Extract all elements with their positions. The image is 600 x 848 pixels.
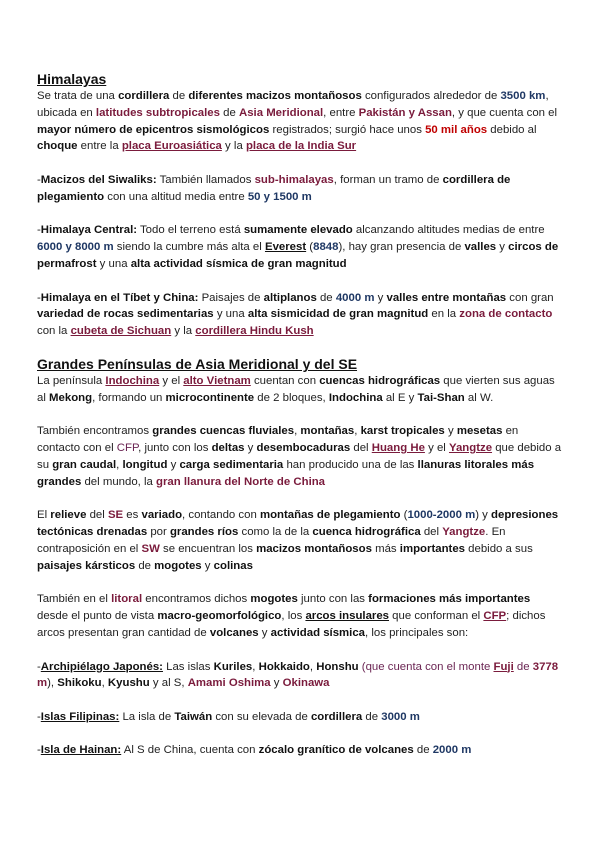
text-run: depresiones tectónicas drenadas <box>37 509 559 539</box>
text-run: colinas <box>213 559 253 572</box>
text-run: , los <box>281 610 306 623</box>
text-run: CFP <box>116 442 139 455</box>
text-run: de <box>169 90 189 102</box>
text-run: llanuras litorales más grandes <box>37 458 535 488</box>
text-run: grandes cuencas fluviales <box>152 425 295 438</box>
text-run: La isla de <box>119 710 175 723</box>
text-run: Shikoku <box>57 677 102 690</box>
text-run: macizos montañosos <box>256 542 372 555</box>
text-run: cuencas hidrográficas <box>319 374 441 387</box>
text-run: ( <box>306 241 314 254</box>
text-run: , <box>354 425 361 438</box>
text-run: cuentan con <box>250 374 320 387</box>
text-run: SW <box>141 542 160 555</box>
text-run: - <box>37 660 41 673</box>
text-run: 50 y 1500 m <box>247 190 312 203</box>
text-run: en contacto con el <box>37 425 519 455</box>
text-run: longitud <box>122 458 168 471</box>
paragraph-cuencas-fluviales <box>37 423 562 490</box>
text-run: Huang He <box>371 442 425 455</box>
text-run: - <box>37 291 41 304</box>
text-run: CFP <box>483 610 507 623</box>
text-run: cuenca hidrográfica <box>312 526 421 539</box>
text-run: Asia Meridional <box>238 106 324 119</box>
text-run: Yangtze <box>448 442 493 455</box>
text-run: 2000 m <box>432 744 472 757</box>
text-run: del <box>420 526 443 539</box>
text-run: sumamente elevado <box>243 224 353 237</box>
text-run: debido a sus <box>465 542 533 555</box>
text-run: y <box>201 559 214 572</box>
text-run: y <box>270 677 283 690</box>
text-run: de <box>513 660 533 673</box>
paragraph-gap <box>37 692 562 709</box>
text-run: También en el <box>37 593 112 606</box>
text-run: alto Vietnam <box>183 374 251 387</box>
text-run: del <box>350 442 372 455</box>
text-run: por <box>147 526 170 539</box>
text-run: del mundo, la <box>81 475 157 488</box>
text-run: valles entre montañas <box>386 291 507 304</box>
text-run: Paisajes de <box>198 291 264 304</box>
paragraph-gap <box>37 273 562 290</box>
paragraph-gap <box>37 407 562 424</box>
text-run: registrados; surgió hace unos <box>269 123 426 136</box>
text-run: SE <box>107 509 124 522</box>
text-run: ) y <box>475 509 492 522</box>
text-run: , <box>116 458 123 471</box>
text-run: actividad sísmica <box>270 626 366 639</box>
text-run: y al S, <box>149 677 188 690</box>
text-run: - <box>37 224 41 237</box>
text-run: litoral <box>111 593 143 606</box>
text-run: alta actividad sísmica de gran magnitud <box>130 257 347 270</box>
text-run: Kuriles <box>213 660 253 673</box>
text-run: encontramos dichos <box>142 593 251 606</box>
text-run: Amami Oshima <box>187 677 271 690</box>
text-run: y la <box>171 325 196 338</box>
text-run: 1000-2000 m <box>407 509 476 522</box>
text-run: es <box>123 509 142 522</box>
text-run: Archipiélago Japonés: <box>40 660 163 673</box>
text-run: alta sismicidad de gran magnitud <box>247 308 429 321</box>
text-run: formaciones más importantes <box>368 593 531 606</box>
paragraph-himalayas-intro <box>37 88 562 155</box>
text-run: circos de permafrost <box>37 241 559 270</box>
text-run: importantes <box>399 542 465 555</box>
text-run: Himalaya en el Tíbet y China: <box>40 291 199 304</box>
text-run: junto con las <box>297 593 369 606</box>
text-run: choque <box>37 140 78 153</box>
text-run: Himalaya Central: <box>40 224 138 237</box>
text-run: Islas Filipinas: <box>40 710 120 723</box>
paragraph-siwaliks <box>37 172 562 206</box>
text-run: Pakistán y Assan <box>358 106 452 119</box>
text-run: y <box>258 626 271 639</box>
text-run: Mekong <box>49 391 93 404</box>
text-run: , <box>252 660 259 673</box>
text-run: Macizos del Siwaliks: <box>40 173 157 186</box>
text-run: y <box>444 425 457 438</box>
paragraph-islas-filipinas <box>37 709 562 726</box>
text-run: 3000 m <box>381 710 420 723</box>
text-run: con la <box>37 325 71 338</box>
text-run: ; dichos arcos presentan gran cantidad de <box>37 610 546 639</box>
paragraph-isla-hainan <box>37 742 562 759</box>
text-run: con su elevada de <box>212 710 311 723</box>
paragraph-gap <box>37 726 562 743</box>
paragraph-relieve-se <box>37 507 562 574</box>
text-run: que debido a su <box>37 442 562 471</box>
section-gap <box>37 340 562 355</box>
text-run: al W. <box>464 391 494 404</box>
paragraph-gap <box>37 206 562 223</box>
text-run: Las islas <box>162 660 214 673</box>
text-run: en la <box>428 308 460 321</box>
text-run: , <box>294 425 301 438</box>
text-run: , ubicada en <box>37 90 549 119</box>
text-run: del <box>86 509 108 522</box>
text-run: , y que cuenta con el <box>451 106 558 119</box>
text-run: . En contraposición en el <box>37 526 506 555</box>
text-run: como la de la <box>238 526 313 539</box>
text-run: También llamados <box>156 173 255 186</box>
text-run: cordillera Hindu Kush <box>195 325 314 338</box>
text-run: Indochina <box>105 374 160 387</box>
text-run: valles <box>464 241 497 254</box>
text-run: han producido una de las <box>283 458 418 471</box>
text-run: y la <box>221 140 246 153</box>
text-run: variedad de rocas sedimentarias <box>37 308 214 321</box>
text-run: y el <box>159 374 184 387</box>
text-run: al E y <box>382 391 418 404</box>
text-run: y una <box>213 308 248 321</box>
text-run: zócalo granítico de volcanes <box>258 744 414 757</box>
text-run: placa de la India Sur <box>245 140 357 153</box>
paragraph-himalaya-central <box>37 222 562 272</box>
text-run: , formando un <box>92 391 166 404</box>
text-run: , entre <box>323 106 359 119</box>
text-run: microcontinente <box>165 391 255 404</box>
text-run: más <box>371 542 400 555</box>
text-run: de 2 bloques, <box>254 391 329 404</box>
text-run: Isla de Hainan: <box>40 744 122 757</box>
text-run: volcanes <box>209 626 259 639</box>
text-run: , los principales son: <box>365 626 469 639</box>
paragraph-gap <box>37 491 562 508</box>
text-run: cordillera <box>118 90 170 102</box>
text-run: de <box>362 710 382 723</box>
text-run: y <box>374 291 387 304</box>
text-run: , forman un tramo de <box>333 173 443 186</box>
text-run: ), hay gran presencia de <box>338 241 465 254</box>
text-run: - <box>37 744 41 757</box>
text-run: con gran <box>506 291 554 304</box>
text-run: Al S de China, cuenta con <box>121 744 259 757</box>
text-run: altiplanos <box>263 291 317 304</box>
text-run: montañas de plegamiento <box>259 509 401 522</box>
text-run: , <box>309 660 317 673</box>
text-run: latitudes subtropicales <box>95 106 220 119</box>
text-run: mesetas <box>456 425 503 438</box>
paragraph-litoral <box>37 591 562 641</box>
text-run: karst tropicales <box>360 425 445 438</box>
text-run: , <box>101 677 108 690</box>
text-run: mogotes <box>250 593 298 606</box>
text-run: y el <box>424 442 449 455</box>
text-run: y <box>167 458 180 471</box>
paragraph-archipielago-japones <box>37 659 562 693</box>
text-run: ), <box>47 677 58 690</box>
text-run: configurados alrededor de <box>361 90 501 102</box>
text-run: que conforman el <box>389 610 484 623</box>
text-run: cordillera de plegamiento <box>37 173 511 203</box>
text-run: y una <box>96 257 131 270</box>
text-run: Kyushu <box>107 677 150 690</box>
text-run: arcos insulares <box>305 610 390 623</box>
text-run: Fuji <box>493 660 514 673</box>
text-run: de <box>316 291 336 304</box>
text-run: Everest <box>264 241 307 254</box>
text-run: carga sedimentaria <box>179 458 284 471</box>
text-run: (que cuenta con el monte <box>358 660 494 673</box>
text-run: Se trata de una <box>37 90 119 102</box>
text-run: de <box>413 744 433 757</box>
paragraph-indochina <box>37 373 562 407</box>
text-run: que vierten sus aguas al <box>37 374 555 404</box>
paragraph-gap <box>37 575 562 592</box>
text-run: y <box>244 442 257 455</box>
text-run: placa Euroasiática <box>121 140 222 153</box>
text-run: La península <box>37 374 106 387</box>
text-run: gran caudal <box>52 458 117 471</box>
text-run: Indochina <box>328 391 383 404</box>
text-run: - <box>37 173 41 186</box>
paragraph-himalaya-tibet-china <box>37 290 562 340</box>
text-run: Taiwán <box>174 710 213 723</box>
text-run: diferentes macizos montañosos <box>188 90 362 102</box>
text-run: 3778 m <box>37 660 559 690</box>
paragraph-gap <box>37 642 562 659</box>
section-title-peninsulas: Grandes Penínsulas de Asia Meridional y del SE <box>37 355 358 372</box>
text-run: entre la <box>77 140 122 153</box>
text-run: gran llanura del Norte de China <box>156 475 326 488</box>
text-run: El <box>37 509 51 522</box>
text-run: sub-himalayas <box>254 173 334 186</box>
text-run: paisajes kársticos <box>37 559 136 572</box>
text-run: se encuentran los <box>159 542 257 555</box>
text-run: desde el punto de vista <box>37 610 158 623</box>
text-run: Okinawa <box>282 677 330 690</box>
text-run: 8848 <box>313 241 339 254</box>
text-run: debido al <box>487 123 537 136</box>
text-run: , contando con <box>182 509 260 522</box>
text-run: relieve <box>50 509 87 522</box>
text-run: de <box>135 559 155 572</box>
text-run: ( <box>400 509 408 522</box>
paragraph-gap <box>37 155 562 172</box>
text-run: Tai-Shan <box>417 391 465 404</box>
text-run: deltas <box>211 442 245 455</box>
text-run: Todo el terreno está <box>137 224 244 237</box>
text-run: 3500 km <box>500 90 546 102</box>
text-run: 4000 m <box>335 291 375 304</box>
text-run: alcanzando altitudes medias de entre <box>352 224 545 237</box>
text-run: mayor número de epicentros sismológicos <box>37 123 270 136</box>
text-run: , junto con los <box>138 442 212 455</box>
text-run: 50 mil años <box>425 123 488 136</box>
text-run: variado <box>141 509 183 522</box>
text-run: - <box>37 710 41 723</box>
text-run: desembocaduras <box>256 442 351 455</box>
text-run: zona de contacto <box>459 308 553 321</box>
text-run: Yangtze <box>442 526 486 539</box>
text-run: y <box>496 241 509 254</box>
text-run: 6000 y 8000 m <box>37 241 114 254</box>
text-run: mogotes <box>154 559 202 572</box>
text-run: montañas <box>300 425 355 438</box>
text-run: cordillera <box>310 710 363 723</box>
text-run: cubeta de Sichuan <box>70 325 172 338</box>
section-title-himalayas: Himalayas <box>37 71 107 87</box>
text-run: con una altitud media entre <box>104 190 248 203</box>
text-run: de <box>219 106 239 119</box>
text-run: También encontramos <box>37 425 153 438</box>
text-run: siendo la cumbre más alta el <box>113 241 265 254</box>
text-run: Honshu <box>316 660 359 673</box>
text-run: macro-geomorfológico <box>157 610 282 623</box>
text-run: grandes ríos <box>169 526 239 539</box>
text-run: Hokkaido <box>258 660 310 673</box>
